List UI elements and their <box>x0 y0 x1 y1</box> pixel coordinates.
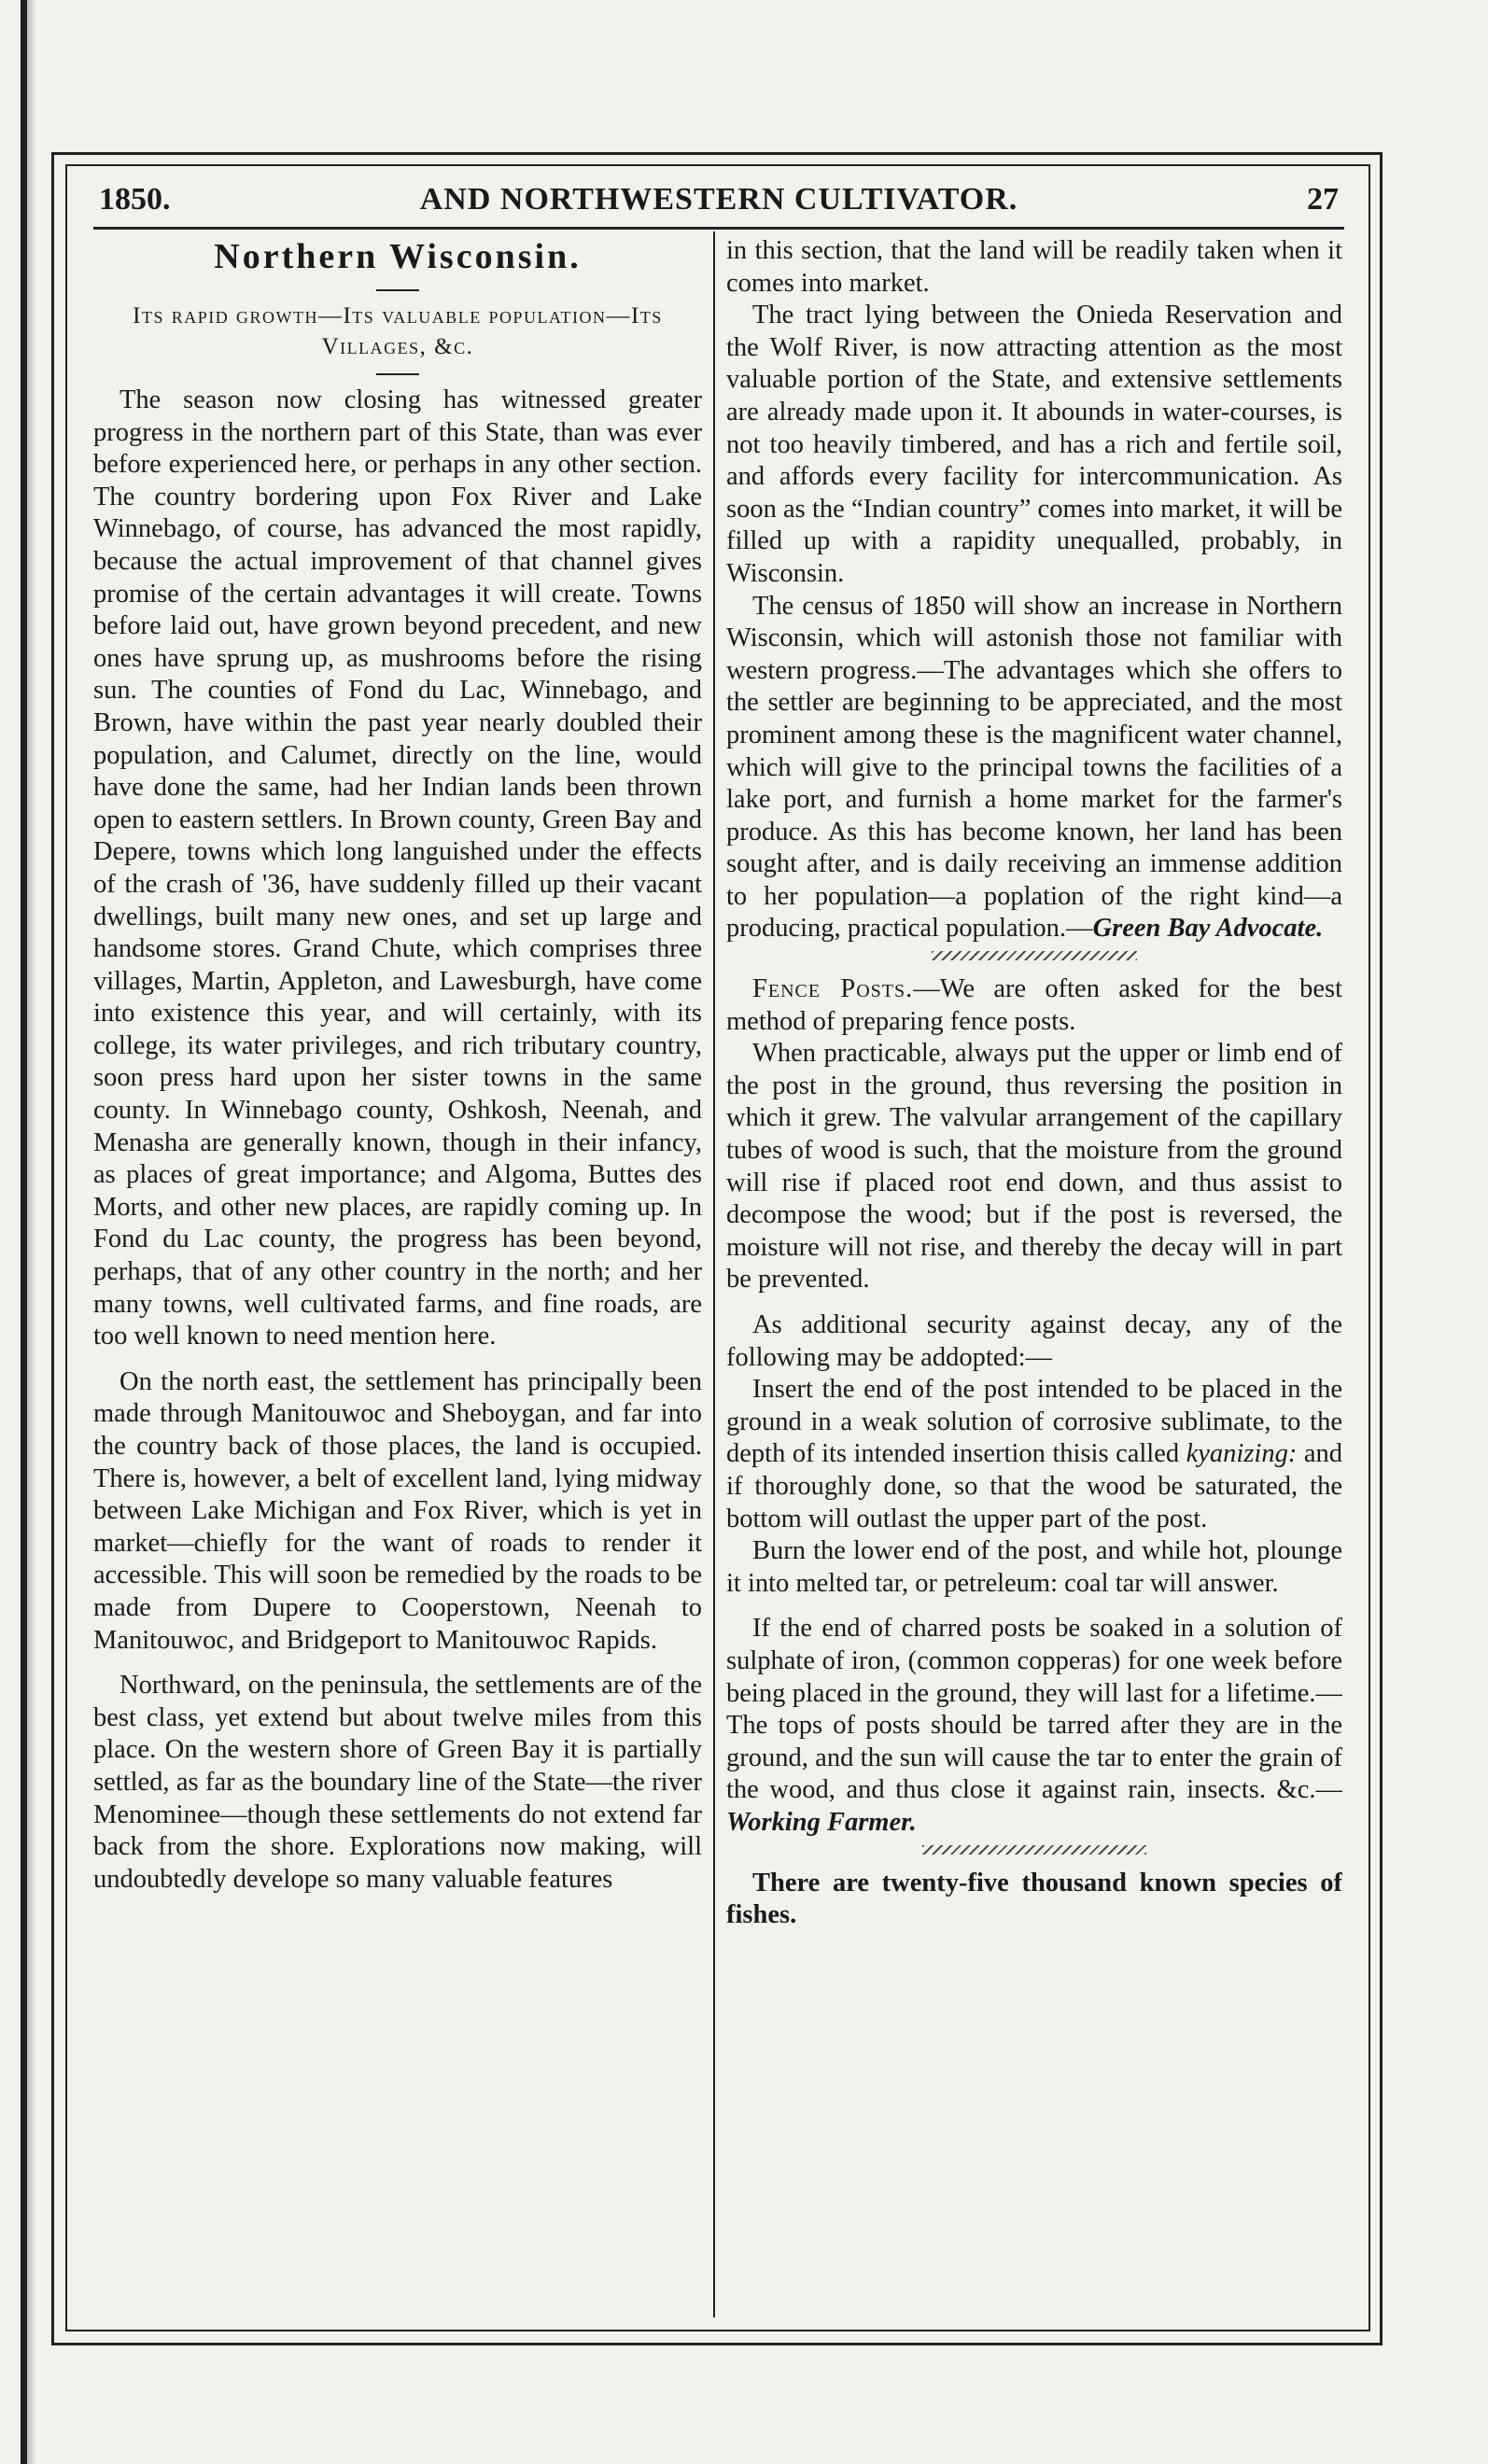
article-credit: Working Farmer. <box>726 1807 917 1837</box>
binding-edge <box>21 0 27 2464</box>
column-divider <box>713 231 715 2317</box>
article-credit: Green Bay Advocate. <box>1092 914 1324 944</box>
header-year: 1850. <box>99 182 171 217</box>
paragraph-text: —We are often asked for the best method of preparing fence posts. <box>726 974 1342 1036</box>
column-right <box>726 235 1342 2326</box>
paragraph-text: Insert the end of the post intended to be placed in the ground in a weak solution of corrosive sublimate, to the depth of its intended insertion thisis called <box>726 1375 1342 1469</box>
page-number: 27 <box>1307 182 1339 217</box>
subtitle-rule <box>376 373 419 375</box>
title-rule <box>376 289 419 291</box>
binding-shadow <box>27 0 36 2464</box>
paragraph-text: If the end of charred posts be soaked in a solution of sulphate of iron, (common copperas) for one week before being placed in the ground, they will last for a lifetime.—The tops of posts should be tarred after they are in the ground, and the sun will cause the tar to enter the grain of the wood, and thus close it against rain, insects. &c.— <box>726 1614 1342 1805</box>
paragraph-text: and if thoroughly done, so that the wood be saturated, the bottom will outlast the upper part of the post. <box>726 1439 1342 1533</box>
article-paragraph: The season now closing has witnessed greater progress in the northern part of this State, than was ever before experienced here, or perhaps in any other section. The country bordering upon Fox River and Lake Winnebago, of course, has advanced the most rapidly, because the actual improvement of that channel gives promise of the certain advantages it will create. Towns before laid out, have grown beyond precedent, and new ones have sprung up, as mushrooms before the rising sun. The counties of Fond du Lac, Winnebago, and Brown, have within the past year nearly doubled their population, and Calumet, directly on the line, would have done the same, had her Indian lands been thrown open to eastern settlers. In Brown county, Green Bay and Depere, towns which long languished under the effects of the crash of '36, have suddenly filled up their vacant dwellings, built many new ones, and set up large and handsome stores. Grand Chute, which comprises three villages, Martin, Appleton, and Lawesburgh, have come into existence this year, and will certainly, with its college, its water privileges, and rich tributary country, soon press hard upon her sister towns in the same county. In Winnebago county, Oshkosh, Neenah, and Menasha are generally known, though in their infancy, as places of great importance; and Algoma, Buttes des Morts, and other new places, are rapidly coming up. In Fond du Lac county, the progress has been beyond, perhaps, that of any other country in the north; and her many towns, well cultivated farms, and fine roads, are too well known to need mention here. <box>93 385 702 1351</box>
article-paragraph-continued: in this section, that the land will be readily taken when it comes into market. <box>726 236 1342 298</box>
fence-posts-heading: Fence Posts. <box>752 974 914 1004</box>
paragraph-text: The census of 1850 will show an increase in Northern Wisconsin, which will astonish those not familiar with western progress.—The advantages which she offers to the settler are beginning to be appreciated, and the most prominent among these is the magnificent water channel, which will give to the principal towns the facilities of a lake port, and furnish a home market for the farmer's produce. As this has become known, her land has been sought after, and is daily receiving an immense addition to her population—a poplation of the right kind—a producing, practical population.— <box>726 591 1342 944</box>
article-paragraph <box>726 973 1342 1038</box>
header-title: AND NORTHWESTERN CULTIVATOR. <box>419 182 1018 217</box>
article-paragraph <box>726 1613 1342 1839</box>
article-paragraph: On the north east, the settlement has principally been made through Manitouwoc and Sheboygan, and far into the country back of those places, the land is occupied. There is, however, a belt of excellent land, lying midway between Lake Michigan and Fox River, which is yet in market—chiefly for the want of roads to render it accessible. This will soon be remedied by the roads to be made from Dupere to Cooperstown, Neenah to Manitouwoc, and Bridgeport to Manitouwoc Rapids. <box>93 1366 702 1655</box>
article-subtitle: Its rapid growth—Its valuable population—Its Villages, &c. <box>133 303 663 359</box>
header-rule <box>93 227 1344 230</box>
section-ornament-rule <box>922 1845 1146 1855</box>
article-paragraph: The tract lying between the Onieda Reservation and the Wolf River, is now attracting attention as the most valuable portion of the State, and extensive settlements are already made upon it. It abounds in water-courses, is not too heavily timbered, and has a rich and fertile soil, and affords every facility for intercommunication. As soon as the “Indian country” comes into market, it will be filled up with a rapidity unequalled, probably, in Wisconsin. <box>726 301 1342 588</box>
article-paragraph <box>726 1374 1342 1535</box>
article-paragraph: Burn the lower end of the post, and while hot, plounge it into melted tar, or petreleum: coal tar will answer. <box>726 1536 1342 1598</box>
article-paragraph: As additional security against decay, any of the following may be addopted:— <box>726 1310 1342 1372</box>
running-header <box>93 177 1344 222</box>
filler-note: There are twenty-five thousand known species of fishes. <box>726 1868 1342 1930</box>
article-paragraph: When practicable, always put the upper or limb end of the post in the ground, thus reversing the position in which it grew. The valvular arrangement of the capillary tubes of wood is such, that the moisture from the ground will rise if placed root end down, and thus assist to decompose the wood; but if the post is reversed, the moisture will not rise, and thereby the decay will in part be prevented. <box>726 1039 1342 1295</box>
article-paragraph <box>726 591 1342 946</box>
column-left <box>93 235 702 2326</box>
article-title: Northern Wisconsin. <box>214 237 582 276</box>
kyanizing-term: kyanizing: <box>1186 1439 1298 1469</box>
section-ornament-rule <box>932 951 1137 960</box>
article-paragraph: Northward, on the peninsula, the settlements are of the best class, yet extend but about twelve miles from this place. On the western shore of Green Bay it is partially settled, as far as the boundary line of the State—the river Menominee—though these settlements do not extend far back from the shore. Explorations now making, will undoubtedly develope so many valuable features <box>93 1671 702 1894</box>
